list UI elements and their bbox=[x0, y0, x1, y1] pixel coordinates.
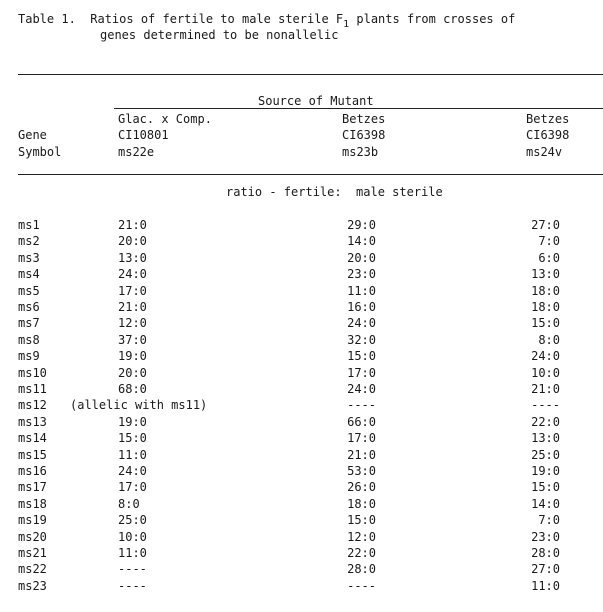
col3-line2: CI6398 bbox=[526, 128, 570, 142]
gene-cell: ms4 bbox=[18, 267, 40, 281]
col2-cell: 28:0 bbox=[347, 562, 376, 576]
gene-cell: ms19 bbox=[18, 513, 47, 527]
gene-cell: ms16 bbox=[18, 464, 47, 478]
col2-cell: 17:0 bbox=[347, 431, 376, 445]
col2-cell: ---- bbox=[347, 398, 376, 412]
table-label: Table 1. bbox=[18, 12, 76, 26]
gene-cell: ms22 bbox=[18, 562, 47, 576]
col1-cell: 19:0 bbox=[118, 415, 147, 429]
col1-line3: ms22e bbox=[118, 145, 155, 159]
col1-cell: 20:0 bbox=[118, 366, 147, 380]
col1-cell: 11:0 bbox=[118, 448, 147, 462]
col2-cell: 66:0 bbox=[347, 415, 376, 429]
col2-cell: 32:0 bbox=[347, 333, 376, 347]
col3-cell: 27:0 bbox=[531, 562, 560, 576]
col3-cell: 8:0 bbox=[538, 333, 560, 347]
col3-line3: ms24v bbox=[526, 145, 563, 159]
col1-cell: ---- bbox=[118, 562, 147, 576]
header-rule bbox=[18, 174, 603, 175]
col3-cell: 15:0 bbox=[531, 480, 560, 494]
col3-cell: 28:0 bbox=[531, 546, 560, 560]
col1-cell: 12:0 bbox=[118, 316, 147, 330]
gene-label: Gene bbox=[18, 128, 47, 142]
symbol-label: Symbol bbox=[18, 145, 62, 159]
gene-cell: ms23 bbox=[18, 579, 47, 593]
col1-cell: 20:0 bbox=[118, 234, 147, 248]
gene-cell: ms13 bbox=[18, 415, 47, 429]
source-of-mutant-heading: Source of Mutant bbox=[258, 94, 374, 108]
gene-cell: ms17 bbox=[18, 480, 47, 494]
caption-text-a: Ratios of fertile to male sterile F bbox=[90, 12, 344, 26]
col3-cell: 21:0 bbox=[531, 382, 560, 396]
col3-cell: 18:0 bbox=[531, 300, 560, 314]
col1-cell: 10:0 bbox=[118, 530, 147, 544]
gene-cell: ms21 bbox=[18, 546, 47, 560]
gene-cell: ms20 bbox=[18, 530, 47, 544]
col3-cell: 15:0 bbox=[531, 316, 560, 330]
gene-cell: ms14 bbox=[18, 431, 47, 445]
col1-cell: 37:0 bbox=[118, 333, 147, 347]
gene-cell: ms3 bbox=[18, 251, 40, 265]
col3-cell: 14:0 bbox=[531, 497, 560, 511]
col3-cell: 23:0 bbox=[531, 530, 560, 544]
col3-cell: 24:0 bbox=[531, 349, 560, 363]
col1-cell: 17:0 bbox=[118, 284, 147, 298]
col1-cell: 21:0 bbox=[118, 218, 147, 232]
col1-cell: 19:0 bbox=[118, 349, 147, 363]
col3-cell: ---- bbox=[531, 398, 560, 412]
col2-line2: CI6398 bbox=[342, 128, 386, 142]
col1-line1: Glac. x Comp. bbox=[118, 112, 212, 126]
col3-cell: 25:0 bbox=[531, 448, 560, 462]
col1-cell: 21:0 bbox=[118, 300, 147, 314]
col1-cell: 24:0 bbox=[118, 464, 147, 478]
gene-cell: ms6 bbox=[18, 300, 40, 314]
ratio-subheading: ratio - fertile: male sterile bbox=[226, 185, 443, 199]
col1-cell: 25:0 bbox=[118, 513, 147, 527]
col3-cell: 11:0 bbox=[531, 579, 560, 593]
col1-cell: ---- bbox=[118, 579, 147, 593]
col2-cell: 12:0 bbox=[347, 530, 376, 544]
gene-cell: ms8 bbox=[18, 333, 40, 347]
col2-cell: 20:0 bbox=[347, 251, 376, 265]
col1-cell: 68:0 bbox=[118, 382, 147, 396]
col1-line2: CI10801 bbox=[118, 128, 169, 142]
col2-cell: 15:0 bbox=[347, 349, 376, 363]
caption-text-b: plants from crosses of bbox=[349, 12, 516, 26]
gene-cell: ms12 bbox=[18, 398, 47, 412]
col1-cell: 8:0 bbox=[118, 497, 140, 511]
col2-cell: 24:0 bbox=[347, 316, 376, 330]
col2-line3: ms23b bbox=[342, 145, 379, 159]
gene-cell: ms15 bbox=[18, 448, 47, 462]
gene-cell: ms10 bbox=[18, 366, 47, 380]
col2-cell: 15:0 bbox=[347, 513, 376, 527]
table-caption-line-1 bbox=[18, 12, 515, 28]
table-caption-line-2: genes determined to be nonallelic bbox=[100, 28, 339, 42]
col2-cell: 16:0 bbox=[347, 300, 376, 314]
col2-cell: 18:0 bbox=[347, 497, 376, 511]
col3-cell: 13:0 bbox=[531, 267, 560, 281]
col2-cell: 53:0 bbox=[347, 464, 376, 478]
gene-cell: ms5 bbox=[18, 284, 40, 298]
col2-cell: 11:0 bbox=[347, 284, 376, 298]
col3-cell: 27:0 bbox=[531, 218, 560, 232]
col3-cell: 10:0 bbox=[531, 366, 560, 380]
col3-cell: 13:0 bbox=[531, 431, 560, 445]
col2-cell: 26:0 bbox=[347, 480, 376, 494]
col1-cell: (allelic with ms11) bbox=[70, 398, 208, 412]
col2-line1: Betzes bbox=[342, 112, 386, 126]
col2-cell: 17:0 bbox=[347, 366, 376, 380]
col3-line1: Betzes bbox=[526, 112, 570, 126]
col2-cell: 14:0 bbox=[347, 234, 376, 248]
col3-cell: 19:0 bbox=[531, 464, 560, 478]
source-rule bbox=[114, 108, 603, 109]
col3-cell: 18:0 bbox=[531, 284, 560, 298]
col2-cell: 23:0 bbox=[347, 267, 376, 281]
col2-cell: 29:0 bbox=[347, 218, 376, 232]
col1-cell: 15:0 bbox=[118, 431, 147, 445]
gene-cell: ms1 bbox=[18, 218, 40, 232]
gene-cell: ms11 bbox=[18, 382, 47, 396]
col1-cell: 11:0 bbox=[118, 546, 147, 560]
col1-cell: 17:0 bbox=[118, 480, 147, 494]
gene-cell: ms2 bbox=[18, 234, 40, 248]
col1-cell: 13:0 bbox=[118, 251, 147, 265]
col3-cell: 6:0 bbox=[538, 251, 560, 265]
gene-cell: ms9 bbox=[18, 349, 40, 363]
col1-cell: 24:0 bbox=[118, 267, 147, 281]
gene-cell: ms7 bbox=[18, 316, 40, 330]
gene-cell: ms18 bbox=[18, 497, 47, 511]
col3-cell: 7:0 bbox=[538, 234, 560, 248]
col2-cell: ---- bbox=[347, 579, 376, 593]
col3-cell: 22:0 bbox=[531, 415, 560, 429]
caption-subscript: 1 bbox=[343, 19, 350, 30]
col3-cell: 7:0 bbox=[538, 513, 560, 527]
col2-cell: 22:0 bbox=[347, 546, 376, 560]
col2-cell: 21:0 bbox=[347, 448, 376, 462]
col2-cell: 24:0 bbox=[347, 382, 376, 396]
top-rule bbox=[18, 74, 603, 75]
